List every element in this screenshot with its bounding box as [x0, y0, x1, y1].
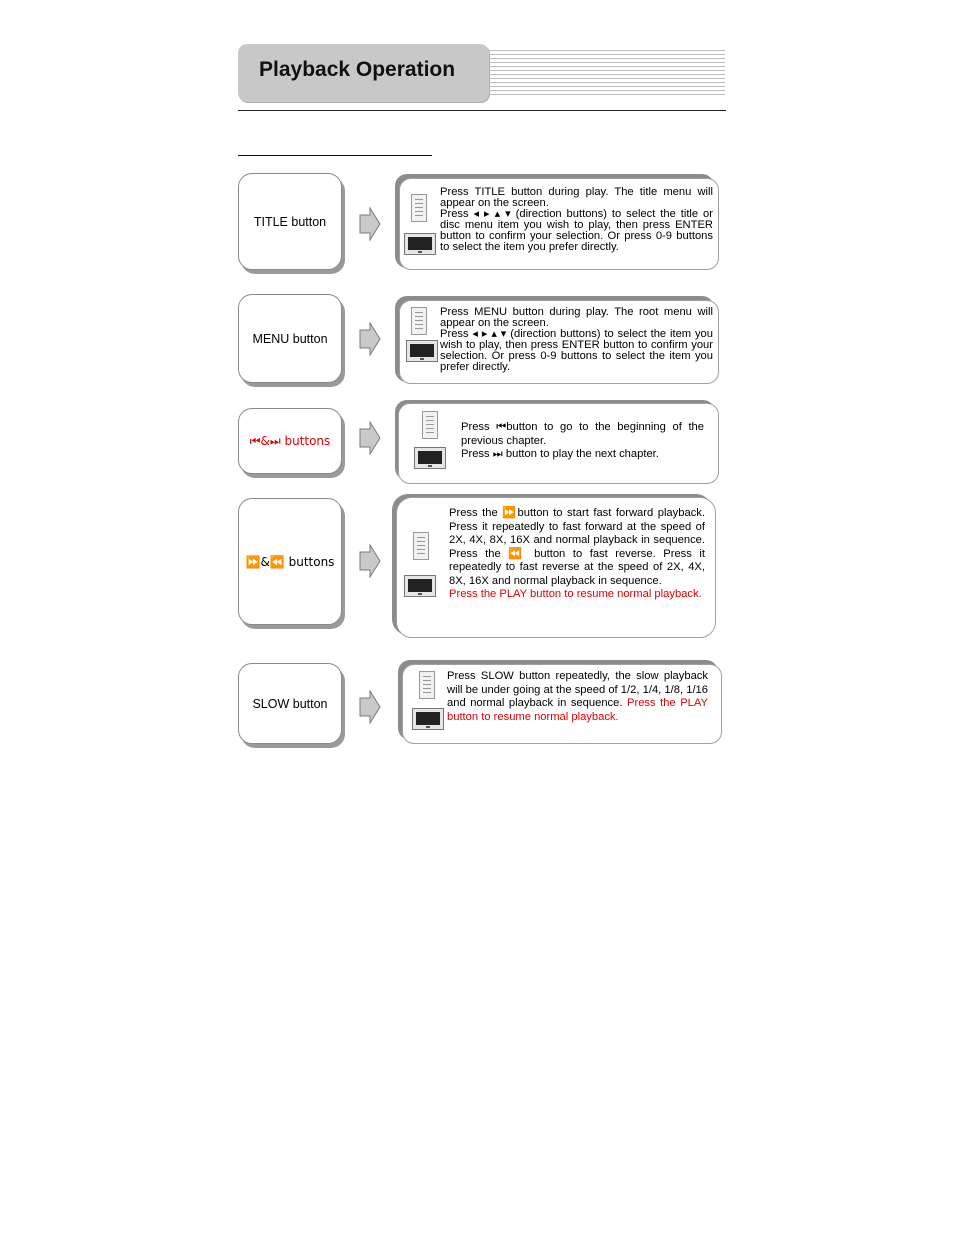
title-button-box — [238, 173, 342, 270]
menu-desc-line-1: Press MENU button during play. The root menu will appear on the screen. — [440, 306, 713, 329]
skip-description — [461, 421, 704, 462]
remote-control-icon — [411, 307, 427, 335]
right-arrow-icon — [359, 421, 381, 455]
scan-desc-line-1: Press the ⏩button to start fast forward playback. Press it repeatedly to fast forward at the speed of 2X, 4X, 8X, 16X and normal playback in sequence. Press the ⏪ button to fast reverse. Press it repeatedly to fast reverse at the speed of 2X, 4X, 8X, 16X and normal playback in sequence. — [449, 507, 705, 587]
title-button-label: TITLE button — [253, 214, 327, 229]
slow-button-box — [238, 663, 342, 744]
menu-button-label: MENU button — [252, 331, 328, 346]
skip-button-label: ⏮&⏭ buttons — [249, 433, 331, 448]
page-title: Playback Operation — [259, 58, 456, 81]
dvd-player-icon — [406, 340, 438, 362]
header-divider — [238, 110, 726, 111]
slow-desc-red-text: Press the PLAY button to resume normal playback. — [447, 697, 708, 723]
skip-desc-line-1: Press ⏮button to go to the beginning of the previous chapter. — [461, 421, 704, 447]
skip-desc-line-2: Press ⏭ button to play the next chapter. — [461, 448, 659, 460]
section-underline — [238, 155, 432, 156]
right-arrow-icon — [359, 322, 381, 356]
remote-control-icon — [419, 671, 435, 699]
scan-description — [449, 507, 705, 602]
title-desc-line-2: Press ◂ ▸ ▴ ▾ (direction buttons) to select the title or disc menu item you wish to play, then press ENTER button to confirm your selection. Or press 0-9 buttons to select the item you prefer directly. — [440, 208, 713, 253]
remote-control-icon — [411, 194, 427, 222]
dvd-player-icon — [414, 447, 446, 469]
dvd-player-icon — [412, 708, 444, 730]
title-desc-line-1: Press TITLE button during play. The title menu will appear on the screen. — [440, 186, 713, 209]
right-arrow-icon — [359, 207, 381, 241]
scan-desc-red-line: Press the PLAY button to resume normal playback. — [449, 588, 702, 600]
skip-button-box — [238, 408, 342, 474]
menu-button-box — [238, 294, 342, 383]
dvd-player-icon — [404, 233, 436, 255]
header-stripes — [489, 50, 725, 96]
slow-description — [447, 670, 708, 724]
right-arrow-icon — [359, 690, 381, 724]
right-arrow-icon — [359, 544, 381, 578]
dvd-player-icon — [404, 575, 436, 597]
menu-description — [440, 307, 713, 373]
remote-control-icon — [413, 532, 429, 560]
slow-button-label: SLOW button — [252, 696, 328, 711]
remote-control-icon — [422, 411, 438, 439]
slow-desc-text: Press SLOW button repeatedly, the slow playback will be under going at the speed of 1/2, 1/4, 1/8, 1/16 and normal playback in sequence. — [447, 670, 708, 709]
title-description — [440, 187, 713, 253]
menu-desc-line-2: Press ◂ ▸ ▴ ▾ (direction buttons) to select the item you wish to play, then press ENTER button to confirm your selection. Or press 0-9 buttons to select the item you prefer directly. — [440, 328, 713, 373]
scan-button-box — [238, 498, 342, 625]
scan-button-label: ⏩&⏪ buttons — [245, 554, 335, 569]
